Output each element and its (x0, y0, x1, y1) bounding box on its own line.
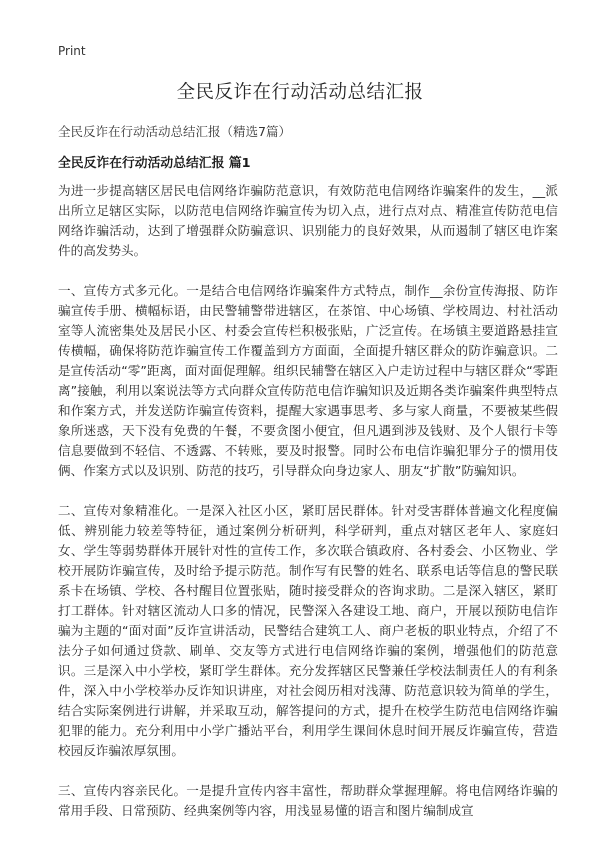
document-title: 全民反诈在行动活动总结汇报 (176, 82, 424, 103)
paragraph-section-3: 三、宣传内容亲民化。一是提升宣传内容丰富性，帮助群众掌握理解。将电信网络诈骗的常用手段、日常预防、经典案例等内容，用浅显易懂的语言和图片编制成宣 (58, 783, 558, 818)
paragraph-section-1: 一、宣传方式多元化。一是结合电信网络诈骗案件方式特点，制作__余份宣传海报、防诈骗宣传手册、横幅标语，由民警辅警带进辖区，在茶馆、中心场镇、学校周边、村社活动室等人流密集处及居民小区、村委会宣传栏积极张贴，广泛宣传。在场镇主要道路悬挂宣传横幅，确保将防范诈骗宣传工作覆盖到方方面面，全面提升辖区群众的防诈骗意识。二是宣传活动“零”距离，面对面促理解。组织民辅警在辖区入户走访过程中与辖区群众“零距离”接触，利用以案说法等方式向群众宣传防范电信诈骗知识及近期各类诈骗案件典型特点和作案方式，并发送防诈骗宣传资料，提醒大家遇事思考、多与家人商量，不要被某些假象所迷惑，天下没有免费的午餐，不要贪图小便宜，但凡遇到涉及钱财、及个人银行卡等信息要做到不轻信、不透露、不转账，要及时报警。同时公布电信诈骗犯罪分子的惯用伎俩、作案方式以及识别、防范的技巧，引导群众向身边家人、朋友“扩散”防骗知识。 (58, 283, 558, 478)
paragraph-intro: 为进一步提高辖区居民电信网络诈骗防范意识，有效防范电信网络诈骗案件的发生，__派出所立足辖区实际，以防范电信网络诈骗宣传为切入点，进行点对点、精准宣传防范电信网络诈骗活动，达到了增强群众防骗意识、识别能力的良好效果，从而遏制了辖区电诈案件的高发势头。 (58, 183, 558, 258)
paragraph-section-2: 二、宣传对象精准化。一是深入社区小区，紧盯居民群体。针对受害群体普遍文化程度偏低、辨别能力较差等特征，通过案例分析研判，科学研判，重点对辖区老年人、家庭妇女、学生等弱势群体开展针对性的宣传工作，多次联合镇政府、各村委会、小区物业、学校开展防诈骗宣传，及时给予提示防范。制作写有民警的姓名、联系电话等信息的警民联系卡在场镇、学校、各村醒目位置张贴，随时接受群众的咨询求助。二是深入辖区，紧盯打工群体。针对辖区流动人口多的情况，民警深入各建设工地、商户，开展以预防电信诈骗为主题的“面对面”反诈宣讲活动，民警结合建筑工人、商户老板的职业特点，介绍了不法分子如何通过贷款、刷单、交友等方式进行电信网络诈骗的案例，增强他们的防范意识。三是深入中小学校，紧盯学生群体。充分发挥辖区民警兼任学校法制责任人的有利条件，深入中小学校举办反诈知识讲座，对社会阅历相对浅薄、防范意识较为简单的学生，结合实际案例进行讲解，并采取互动，解答提问的方式，提升在校学生防范电信网络诈骗犯罪的能力。充分利用中小学广播站平台，利用学生课间休息时间开展反诈骗宣传，营造校园反诈骗浓厚氛围。 (58, 503, 558, 758)
document-subtitle: 全民反诈在行动活动总结汇报（精选7篇） (58, 124, 291, 139)
document-body (58, 181, 558, 841)
section-heading: 全民反诈在行动活动总结汇报 篇1 (58, 156, 251, 171)
print-link[interactable]: Print (58, 44, 86, 58)
